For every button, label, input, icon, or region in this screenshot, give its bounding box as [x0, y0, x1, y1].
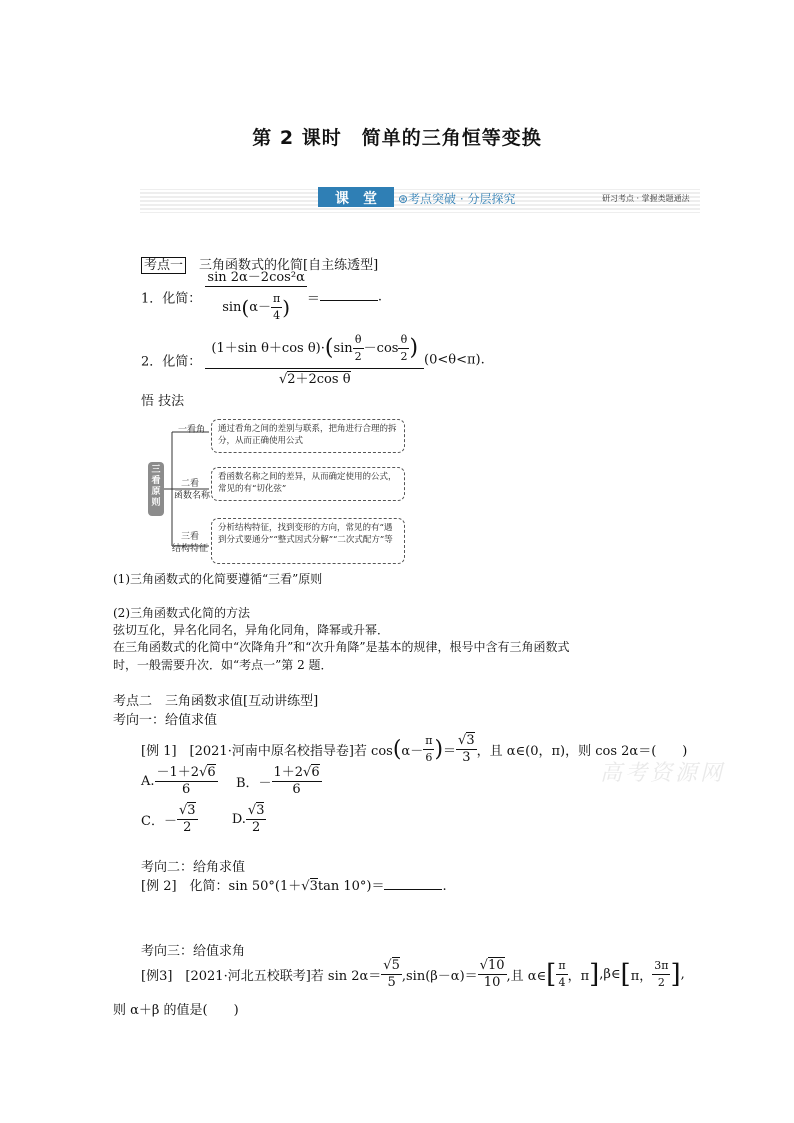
question-1-numerator: sin 2α－2cos²α [207, 270, 305, 285]
example-3: [例3] [2021·河北五校联考]若 sin 2α＝ $\frac{√5}{5}$ ,sin(β－α)＝ $\frac{√10}{10}$ ,且 α∈[ $\frac{\pi}{4}$ ，π],β∈[π， $\frac{3\pi}{2}$ ], [141, 958, 685, 990]
watermark: 高考资源网 [600, 761, 726, 786]
question-2-prefix: 2．化简： [141, 354, 202, 370]
banner-right-text: 研习考点 · 掌握类题通法 [602, 194, 690, 203]
question-1-denominator: sin(α－ $\frac{\pi}{4}$ ) [222, 292, 291, 322]
diagram-branch-3-label-2: 结构特征 [172, 544, 209, 554]
topic-one-label: 考点一 [141, 257, 186, 274]
question-2 [141, 332, 485, 388]
question-1-blank [320, 288, 378, 301]
diagram-branch-1-label: 一看角 [178, 425, 206, 435]
question-2-denominator: √2＋2cos θ [278, 372, 351, 387]
option-d: D. $\frac{√3}{2}$ [231, 803, 265, 835]
option-b: B．－ $\frac{1+2√6}{6}$ [235, 765, 320, 797]
example-1: [例 1] [2021·河南中原名校指导卷]若 cos(α－ $\frac{\pi}{6}$ )＝ $\frac{√3}{3}$ ，且 α∈(0，π)，则 cos 2α＝( ) [141, 733, 688, 765]
example-3-question: 则 α＋β 的值是( ) [113, 1003, 239, 1018]
question-2-condition: (0<θ<π). [424, 352, 485, 368]
option-a: A. $\frac{-1+2√6}{6}$ [141, 765, 216, 797]
diagram-branch-1-box: 通过看角之间的差别与联系，把角进行合理的拆分，从而正确使用公式 [211, 419, 405, 453]
question-2-fraction [205, 332, 424, 388]
question-1-fraction [205, 270, 306, 324]
banner-subtitle: ⊛考点突破 · 分层探究 [398, 192, 516, 206]
note-5: 时，一般需要升次．如“考点一”第 2 题． [113, 658, 333, 672]
diagram-branch-2-label-1: 二看 [181, 479, 200, 489]
note-1: (1)三角函数式的化简要遵循“三看”原则 [113, 572, 323, 586]
diagram-side-label: 三看原则 [151, 465, 161, 508]
note-4: 在三角函数式的化简中“次降角升”和“次升角降”是基本的规律，根号中含有三角函数式 [113, 640, 570, 654]
question-1-equals: ＝ [306, 291, 320, 307]
page-title: 第 2 课时 简单的三角恒等变换 [252, 127, 542, 149]
topic-two-heading: 考点二 三角函数求值[互动讲练型] [113, 694, 319, 709]
diagram-branch-3-box: 分析结构特征，找到变形的方向，常见的有“遇到分式要通分”“整式因式分解”“二次式配方”等 [211, 518, 405, 564]
direction-2-heading: 考向二：给角求值 [141, 860, 246, 875]
diagram-branch-2-label-2: 函数名称 [174, 491, 211, 501]
section-banner [140, 183, 700, 219]
option-c: C．－ $\frac{√3}{2}$ [141, 803, 196, 835]
example-2: [例 2] 化简：sin 50°(1＋√3tan 10°)＝ . [141, 879, 447, 894]
direction-1-heading: 考向一：给值求值 [113, 713, 218, 728]
option-c-d [141, 803, 266, 836]
diagram-branch-3-label-1: 三看 [181, 532, 200, 542]
question-1-period: . [377, 289, 383, 305]
question-1 [141, 270, 382, 324]
banner-tag: 课 堂 [335, 191, 377, 207]
direction-3-heading: 考向三：给值求角 [141, 944, 246, 959]
example-2-blank [384, 877, 442, 890]
topic-one-title: 三角函数式的化简[自主练透型] [186, 258, 379, 273]
note-2: (2)三角函数式化简的方法 [113, 606, 250, 620]
option-a-b [141, 765, 322, 798]
technique-heading: 悟 技法 [141, 394, 185, 409]
question-2-numerator: (1＋sin θ＋cos θ)·(sin $\frac{\theta}{2}$ －cos $\frac{\theta}{2}$ ) [205, 332, 424, 369]
diagram-branch-2-box: 看函数名称之间的差异，从而确定使用的公式，常见的有“切化弦” [211, 467, 405, 501]
question-1-prefix: 1．化简： [141, 291, 202, 307]
note-3: 弦切互化，异名化同名，异角化同角，降幂或升幂． [113, 623, 390, 637]
